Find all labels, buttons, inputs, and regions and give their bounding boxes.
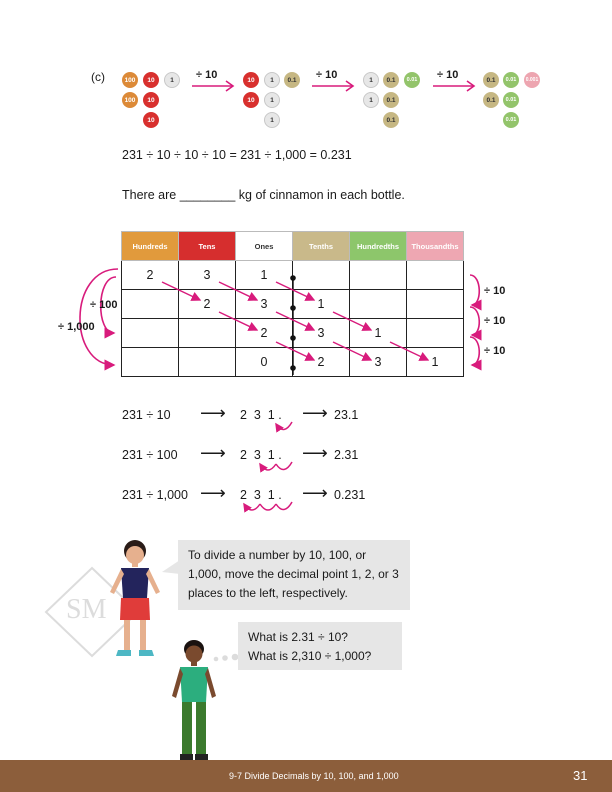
divide-label-1: ÷ 10: [196, 69, 218, 81]
header-thousandths: Thousandths: [407, 232, 464, 261]
disc-10: 10: [143, 72, 159, 88]
left-curve-1000: [80, 269, 118, 365]
disc-0.1: 0.1: [483, 72, 499, 88]
table-annotations: [0, 255, 612, 385]
label-divide-10: ÷ 10: [484, 285, 506, 297]
disc-10: 10: [243, 72, 259, 88]
example-expression: 231 ÷ 100: [122, 448, 178, 462]
header-tenths: Tenths: [293, 232, 350, 261]
example-result: 2.31: [334, 448, 359, 462]
part-label: (c): [91, 70, 105, 84]
divide-label-3: ÷ 10: [437, 69, 459, 81]
girl-speech-bubble: [178, 540, 410, 610]
disc-0.1: 0.1: [483, 92, 499, 108]
arrow-icon: ⟶: [302, 483, 328, 503]
disc-100: 100: [122, 92, 138, 108]
disc-10: 10: [243, 92, 259, 108]
table-cell: 0: [236, 348, 293, 377]
header-hundreds: Hundreds: [122, 232, 179, 261]
table-cell: 1: [293, 290, 350, 319]
disc-1: 1: [264, 92, 280, 108]
divide-label-2: ÷ 10: [316, 69, 338, 81]
disc-0.1: 0.1: [383, 92, 399, 108]
table-cell: 2: [293, 348, 350, 377]
girl-character: [105, 538, 165, 662]
shift-arrows: [162, 282, 428, 360]
arrow-icon: ⟶: [200, 483, 226, 503]
label-divide-1000: ÷ 1,000: [58, 321, 95, 333]
table-cell: 3: [179, 261, 236, 290]
disc-0.001: 0.001: [524, 72, 540, 88]
label-divide-100: ÷ 100: [90, 299, 118, 311]
watermark-text: SM: [66, 594, 107, 625]
decimal-point: [290, 335, 296, 341]
example-digits: 2 3 1 .: [240, 488, 282, 502]
example-expression: 231 ÷ 1,000: [122, 488, 188, 502]
disc-1: 1: [264, 72, 280, 88]
disc-0.01: 0.01: [503, 112, 519, 128]
boy-thought-bubble: [238, 622, 402, 670]
label-divide-10: ÷ 10: [484, 315, 506, 327]
arrow-icon: ⟶: [302, 403, 328, 423]
example-result: 23.1: [334, 408, 359, 422]
table-cell: 1: [236, 261, 293, 290]
arrow-icon: ⟶: [200, 403, 226, 423]
disc-0.01: 0.01: [404, 72, 420, 88]
example-digits: 2 3 1 .: [240, 448, 282, 462]
table-cell: 2: [122, 261, 179, 290]
table-cell: 2: [179, 290, 236, 319]
right-curve: [470, 307, 479, 335]
example-expression: 231 ÷ 10: [122, 408, 171, 422]
page-number: 31: [573, 768, 588, 783]
footer-bar: [0, 760, 612, 792]
decimal-point: [290, 365, 296, 371]
disc-10: 10: [143, 112, 159, 128]
example-digits: 2 3 1 .: [240, 408, 282, 422]
table-cell: 3: [293, 319, 350, 348]
header-tens: Tens: [179, 232, 236, 261]
table-cell: 3: [236, 290, 293, 319]
header-ones: Ones: [236, 232, 293, 261]
disc-1: 1: [363, 72, 379, 88]
fill-sentence: [122, 188, 405, 202]
right-arrow-icon: [190, 79, 238, 93]
disc-100: 100: [122, 72, 138, 88]
right-curve: [470, 337, 479, 365]
table-cell: 1: [407, 348, 464, 377]
disc-0.1: 0.1: [383, 72, 399, 88]
disc-1: 1: [363, 92, 379, 108]
answer-blank[interactable]: ________: [179, 188, 236, 202]
girl-speech-text: To divide a number by 10, 100, or 1,000, move the decimal point 1, 2, or 3 places to the left, respectively.: [188, 548, 399, 600]
table-cell: 1: [350, 319, 407, 348]
equation: 231 ÷ 10 ÷ 10 ÷ 10 = 231 ÷ 1,000 = 0.231: [122, 148, 352, 162]
speech-tail: [162, 560, 180, 576]
boy-question-2: What is 2,310 ÷ 1,000?: [248, 649, 372, 663]
disc-0.01: 0.01: [503, 72, 519, 88]
disc-0.1: 0.1: [284, 72, 300, 88]
label-divide-10: ÷ 10: [484, 345, 506, 357]
disc-0.1: 0.1: [383, 112, 399, 128]
disc-1: 1: [264, 112, 280, 128]
arrow-icon: ⟶: [200, 443, 226, 463]
table-cell: 2: [236, 319, 293, 348]
disc-0.01: 0.01: [503, 92, 519, 108]
disc-10: 10: [143, 92, 159, 108]
right-arrow-icon: [310, 79, 358, 93]
decimal-point: [290, 305, 296, 311]
arrow-icon: ⟶: [302, 443, 328, 463]
table-cell: 3: [350, 348, 407, 377]
boy-question-1: What is 2.31 ÷ 10?: [248, 630, 348, 644]
sentence-end: kg of cinnamon in each bottle.: [238, 188, 405, 202]
right-arrow-icon: [431, 79, 479, 93]
decimal-point: [290, 275, 296, 281]
disc-1: 1: [164, 72, 180, 88]
header-hundredths: Hundredths: [350, 232, 407, 261]
sentence-start: There are: [122, 188, 177, 202]
footer-title: 9-7 Divide Decimals by 10, 100, and 1,000: [229, 771, 399, 781]
right-curve: [470, 275, 479, 305]
example-result: 0.231: [334, 488, 366, 502]
decimal-hop-arcs: [230, 420, 310, 520]
